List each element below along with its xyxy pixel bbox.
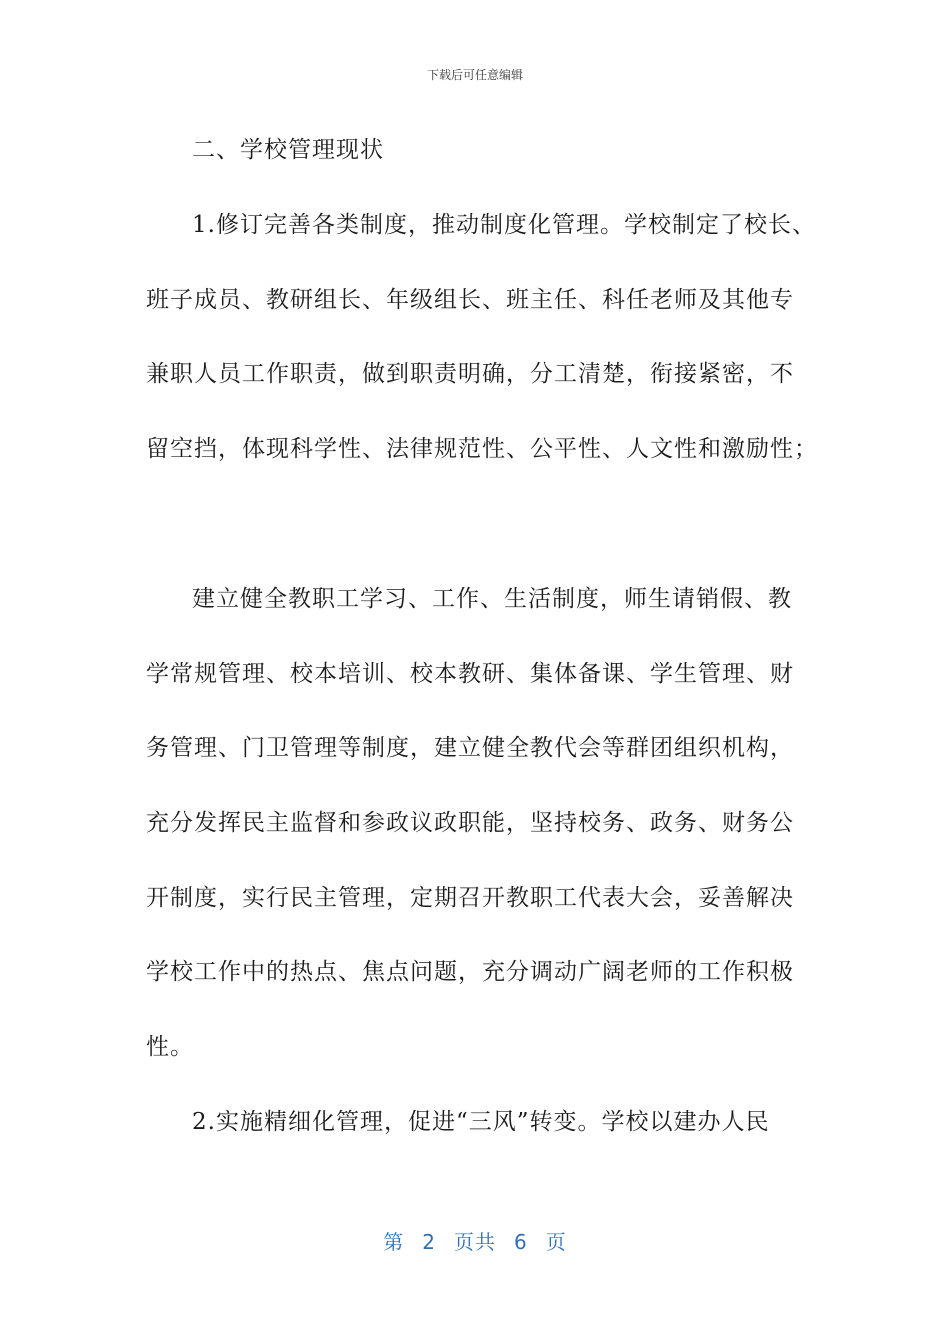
current-page-number: 2 — [422, 1230, 436, 1254]
paragraph-line: 开制度，实行民主管理，定期召开教职工代表大会，妥善解决 — [146, 885, 794, 911]
paragraph-line: 兼职人员工作职责，做到职责明确，分工清楚，衔接紧密，不 — [146, 361, 794, 387]
paragraph-line: 充分发挥民主监督和参政议政职能，坚持校务、政务、财务公 — [146, 810, 794, 836]
footer-suffix: 页 — [545, 1230, 567, 1254]
paragraph-line: 建立健全教职工学习、工作、生活制度，师生请销假、教 — [192, 586, 792, 612]
total-pages-number: 6 — [514, 1230, 528, 1254]
footer-middle: 页共 — [454, 1230, 496, 1254]
page-number-footer — [0, 1226, 950, 1255]
paragraph-line: 2.实施精细化管理，促进“三风”转变。学校以建办人民 — [192, 1109, 770, 1135]
paragraph-line: 学校工作中的热点、焦点问题，充分调动广阔老师的工作积极 — [146, 959, 794, 985]
paragraph-line: 务管理、门卫管理等制度，建立健全教代会等群团组织机构， — [146, 735, 794, 761]
section-heading: 二、学校管理现状 — [192, 137, 384, 163]
page-header-note: 下载后可任意编辑 — [426, 68, 523, 82]
footer-prefix: 第 — [383, 1230, 405, 1254]
paragraph-line: 1.修订完善各类制度，推动制度化管理。学校制定了校长、 — [192, 212, 816, 238]
paragraph-line: 性。 — [146, 1034, 194, 1060]
paragraph-line: 学常规管理、校本培训、校本教研、集体备课、学生管理、财 — [146, 661, 794, 687]
paragraph-line: 班子成员、教研组长、年级组长、班主任、科任老师及其他专 — [146, 287, 794, 313]
paragraph-line: 留空挡，体现科学性、法律规范性、公平性、人文性和激励性； — [146, 436, 818, 462]
